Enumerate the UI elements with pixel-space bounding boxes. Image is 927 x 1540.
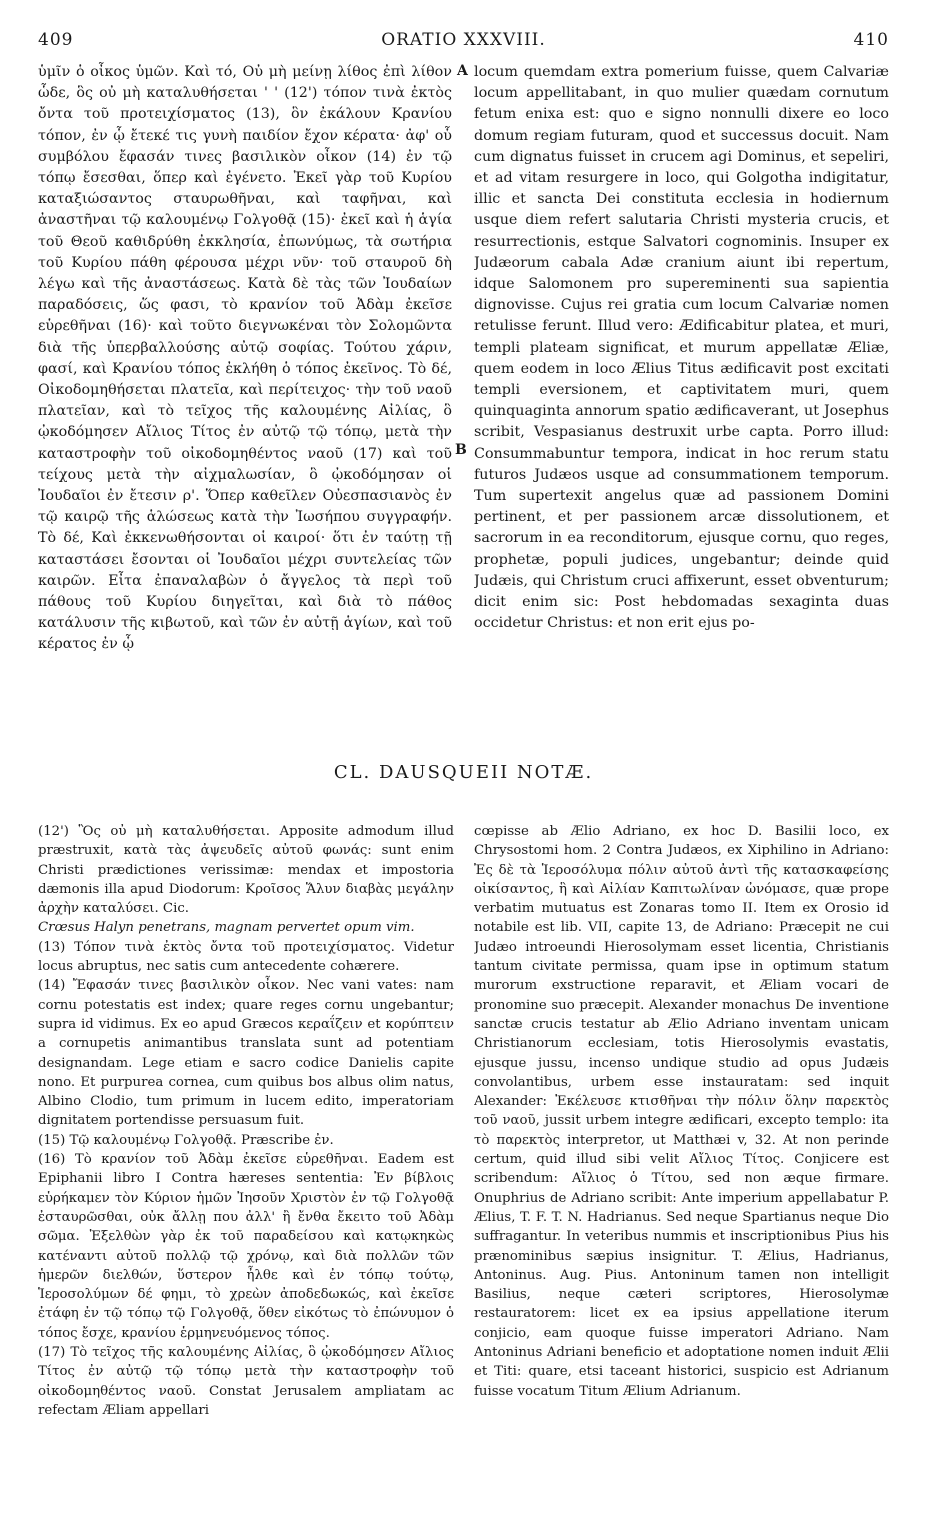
section-marker-a: A xyxy=(457,63,468,79)
note-14: (14) Ἔφασάν τινες βασιλικὸν οἶκον. Nec vani vates: nam cornu potestatis est index; quare reges cornu ungebantur; supra id vidimus. Ex eo apud Græcos κεραΐζειν et κορύπτειν a cornupetis animantibus translata sunt ad potentiam designandam. Lege etiam e sacro codice Danielis capite nono. Et purpurea cornea, cum quibus bos albus olim natus, Albino Clodio, tum primum in lucem edito, imperatoriam dignitatem portendisse persuasum fuit. xyxy=(38,978,454,1129)
running-title: ORATIO XXXVIII. xyxy=(381,30,546,50)
page-number-right: 410 xyxy=(853,30,889,50)
note-verse: Crœsus Halyn penetrans, magnam pervertet opum vim. xyxy=(38,920,415,936)
latin-text-column xyxy=(474,62,889,634)
page-number-left: 409 xyxy=(38,30,74,50)
section-marker-b: B xyxy=(455,442,467,458)
note-16: (16) Τὸ κρανίον τοῦ Ἀδὰμ ἐκεῖσε εὑρεθῆναι. Eadem est Epiphanii libro I Contra hæreses sententia: Ἐν βίβλοις εὑρήκαμεν τὸν Κύριον ἡμῶν Ἰησοῦν Χριστὸν ἐν τῷ Γολγοθᾷ ἐσταυρῶσθαι, οὐκ ἄλλῃ που ἀλλ' ἢ ἔνθα ἔκειτο τοῦ Ἀδὰμ σῶμα. Ἐξελθὼν γὰρ ἐκ τοῦ παραδείσου καὶ κατῳκηκὼς κατέναντι αὐτοῦ πολλῷ τῷ χρόνῳ, καὶ διὰ πολλῶν τῶν ἡμερῶν διελθών, ὕστερον ἦλθε καὶ ἐν τόπῳ τούτῳ, Ἱεροσολύμων δέ φημι, τὸ χρεὼν ἀποδεδωκώς, καὶ ἐκεῖσε ἐτάφη ἐν τῷ τόπῳ τῷ Γολγοθᾷ, ὅθεν εἰκότως τὸ ἐπώνυμον ὁ τόπος ἔσχε, κρανίου ἑρμηνευόμενος τόπος. xyxy=(38,1152,454,1341)
notes-left-column xyxy=(38,822,454,1420)
note-13: (13) Τόπον τινὰ ἐκτὸς ὄντα τοῦ προτειχίσματος. Videtur locus abruptus, nec satis cum antecedente cohærere. xyxy=(38,939,454,975)
latin-text: locum quemdam extra pomerium fuisse, quem Calvariæ locum appellitabant, in quo mulier quædam cornutum fetum enixa est: quo e signo nonnulli dixere eo loco domum regiam futuram, quod et successus docuit. Nam cum dignatus fuisset in crucem agi Dominus, et sepeliri, et ad vitam resurgere in loco, qui Golgotha indigitatur, illic et sancta Dei constituta ecclesia in hodiernum usque diem refert salutaria Christi mysteria crucis, et resurrectionis, estque Salvatori cognominis. Insuper ex Judæorum cabala Adæ cranium aiunt ibi repertum, idque Salomonem pro supereminenti sua sapientia dignovisse. Cujus rei gratia cum locum Calvariæ nomen retulisse ferunt. Illud vero: Ædificabitur platea, et muri, templi plateam significat, et murum appellatæ Æliæ, quem eodem in loco Ælius Titus ædificavit post excitati templi eversionem, et captivitatem muri, quem quinquaginta annorum spatio ædificaverant, ut Josephus scribit, Vespasianus destruxit urbe capta. Porro illud: Consummabuntur tempora, indicat in hoc rerum statu futuros Judæos usque ad consummationem temporum. Tum supertexit angelus quæ ad passionem Domini pertinent, et per passionem arcæ dissolutionem, et sacrorum in ea reconditorum, ejusque cornu, quo reges, prophetæ, populi judices, ungebantur; deinde quid Judæis, qui Christum cruci affixerunt, esset obventurum; dicit enim sic: Post hebdomadas sexaginta duas occidetur Christus: et non erit ejus po- xyxy=(474,64,889,632)
notes-right-column xyxy=(474,822,889,1401)
greek-text-column xyxy=(38,62,452,656)
greek-text: ὑμῖν ὁ οἶκος ὑμῶν. Καὶ τό, Οὐ μὴ μείνῃ λίθος ἐπὶ λίθον ὧδε, ὃς οὐ μὴ καταλυθήσεται ' ' (12') τόπον τινὰ ἐκτὸς ὄντα τοῦ προτειχίσματος (13), ὃν ἐκάλουν Κρανίου τόπον, ἐν ᾧ ἔτεκέ τις γυνὴ παιδίον ἔχον κέρατα· ἀφ' οὗ συμβόλου ἔφασάν τινες βασιλικὸν οἶκον (14) ἐν τῷ τόπῳ ἔσεσθαι, ὅπερ καὶ ἐγένετο. Ἐκεῖ γὰρ τοῦ Κυρίου καταξιώσαντος σταυρωθῆναι, καὶ ταφῆναι, καὶ ἀναστῆναι τῷ καλουμένῳ Γολγοθᾷ (15)· ἐκεῖ καὶ ἡ ἁγία τοῦ Θεοῦ καθιδρύθη ἐκκλησία, ἐπωνύμως, τὰ σωτήρια τοῦ Κυρίου πάθη φέρουσα μέχρι νῦν· τοῦ σταυροῦ δὴ λέγω καὶ τῆς ἀναστάσεως. Κατὰ δὲ τὰς τῶν Ἰουδαίων παραδόσεις, ὥς φασι, τὸ κρανίον τοῦ Ἀδὰμ ἐκεῖσε εὑρεθῆναι (16)· καὶ τοῦτο διεγνωκέναι τὸν Σολομῶντα διὰ τῆς ὑπερβαλλούσης αὐτῷ σοφίας. Τούτου χάριν, φασί, καὶ Κρανίου τόπος ἐκλήθη ὁ τόπος ἐκεῖνος. Τὸ δέ, Οἰκοδομηθήσεται πλατεῖα, καὶ περίτειχος· τὴν τοῦ ναοῦ πλατεῖαν, καὶ τὸ τεῖχος τῆς καλουμένης Αἰλίας, ὃ ᾠκοδόμησεν Αἴλιος Τίτος ἐν αὐτῷ τῷ τόπῳ, μετὰ τὴν καταστροφὴν τοῦ οἰκοδομηθέντος ναοῦ (17) καὶ τοῦ τείχους μετὰ τὴν αἰχμαλωσίαν, ὃ ᾠκοδόμησαν οἱ Ἰουδαῖοι ἐν ἔτεσιν ρ'. Ὅπερ καθεῖλεν Οὐεσπασιανὸς ἐν τῷ καιρῷ τῆς ἁλώσεως κατὰ τὴν Ἰωσήπου συγγραφήν. Τὸ δέ, Καὶ ἐκκενωθήσονται οἱ καιροί· ὅτι ἐν ταύτῃ τῇ καταστάσει ἔσονται οἱ Ἰουδαῖοι μέχρι συντελείας τῶν καιρῶν. Εἶτα ἐπαναλαβὼν ὁ ἄγγελος τὰ περὶ τοῦ πάθους τοῦ Κυρίου διηγεῖται, καὶ διὰ τὸ πάθος κατάλυσιν τῆς κιβωτοῦ, καὶ τῶν ἐν αὐτῇ ἁγίων, καὶ τοῦ κέρατος ἐν ᾧ xyxy=(38,64,452,653)
notes-right-text: cœpisse ab Ælio Adriano, ex hoc D. Basilii loco, ex Chrysostomi hom. 2 Contra Judæos, ex Xiphilino in Adriano: Ἐς δὲ τὰ Ἱεροσόλυμα πόλιν αὐτοῦ ἀντὶ τῆς κατασκαφείσης οἰκίσαντος, ἣ καὶ Αἰλίαν Καπιτωλίναν ὠνόμασε, quæ prope verbatim mutuatus est Zonaras tomo II. Item ex Orosio id notabile est lib. VII, capite 13, de Adriano: Præcepit ne cui Judæo introeundi Hierosolymam esset licentia, Christianis tantum civitate permissa, quam ipse in optimum statum murorum exstructione reparavit, et Æliam vocari de pronomine suo præcepit. Alexander monachus De inventione sanctæ crucis testatur ab Ælio Adriano inventam unicam Christianorum ecclesiam, totis Hierosolymis evastatis, ejusque jussu, incenso undique studio ad opus Judæis convolantibus, urbem esse instauratam: sed inquit Alexander: Ἐκέλευσε κτισθῆναι τὴν πόλιν ὅλην παρεκτὸς τοῦ ναοῦ, jussit urbem integre ædificari, excepto templo: ita τὸ παρεκτὸς interpretor, ut Matthæi v, 32. At non perinde certum, quid illud sibi velit Αἴλιος Τίτος. Conjicere est scribendum: Αἴλιος ὁ Τίτου, sed non æque firmare. Onuphrius de Adriano scribit: Ante imperium appellabatur P. Ælius, T. F. T. N. Hadrianus. Sed neque Spartianus neque Dio suffragantur. In veteribus nummis et inscriptionibus Pius his prænominibus sæpius insignitur. T. Ælius, Hadrianus, Antoninus. Aug. Pius. Antoninum tamen non intelligit Basilius, neque cæteri scriptores, Hierosolymæ restauratorem: licet ex ea ipsius appellatione iterum conjicio, eam quoque fuisse imperatori Adriano. Nam Antoninus Adriani beneficio et adoptatione nomen induit Ælii et Titi: quare, etsi taceant historici, suspicio est Adrianum fuisse vocatum Titum Ælium Adrianum. xyxy=(474,824,889,1399)
notes-title: CL. DAUSQUEII NOTÆ. xyxy=(333,762,594,783)
note-15: (15) Τῷ καλουμένῳ Γολγοθᾷ. Præscribe ἐν. xyxy=(38,1132,334,1148)
note-12: (12') Ὃς οὐ μὴ καταλυθήσεται. Apposite admodum illud præstruxit, κατὰ τὰς ἀψευδεῖς αὐτοῦ φωνάς: sunt enim Christi prædictiones verissimæ: mendax et impostoria dæmonis illa apud Diodorum: Κροῖσος Ἅλυν διαβὰς μεγάλην ἀρχὴν καταλύσει. Cic. xyxy=(38,824,454,917)
note-17: (17) Τὸ τεῖχος τῆς καλουμένης Αἰλίας, ὃ ᾠκοδόμησεν Αἴλιος Τίτος ἐν αὐτῷ τῷ τόπῳ μετὰ τὴν καταστροφὴν τοῦ οἰκοδομηθέντος ναοῦ. Constat Jerusalem ampliatam ac refectam Æliam appellari xyxy=(38,1345,454,1418)
